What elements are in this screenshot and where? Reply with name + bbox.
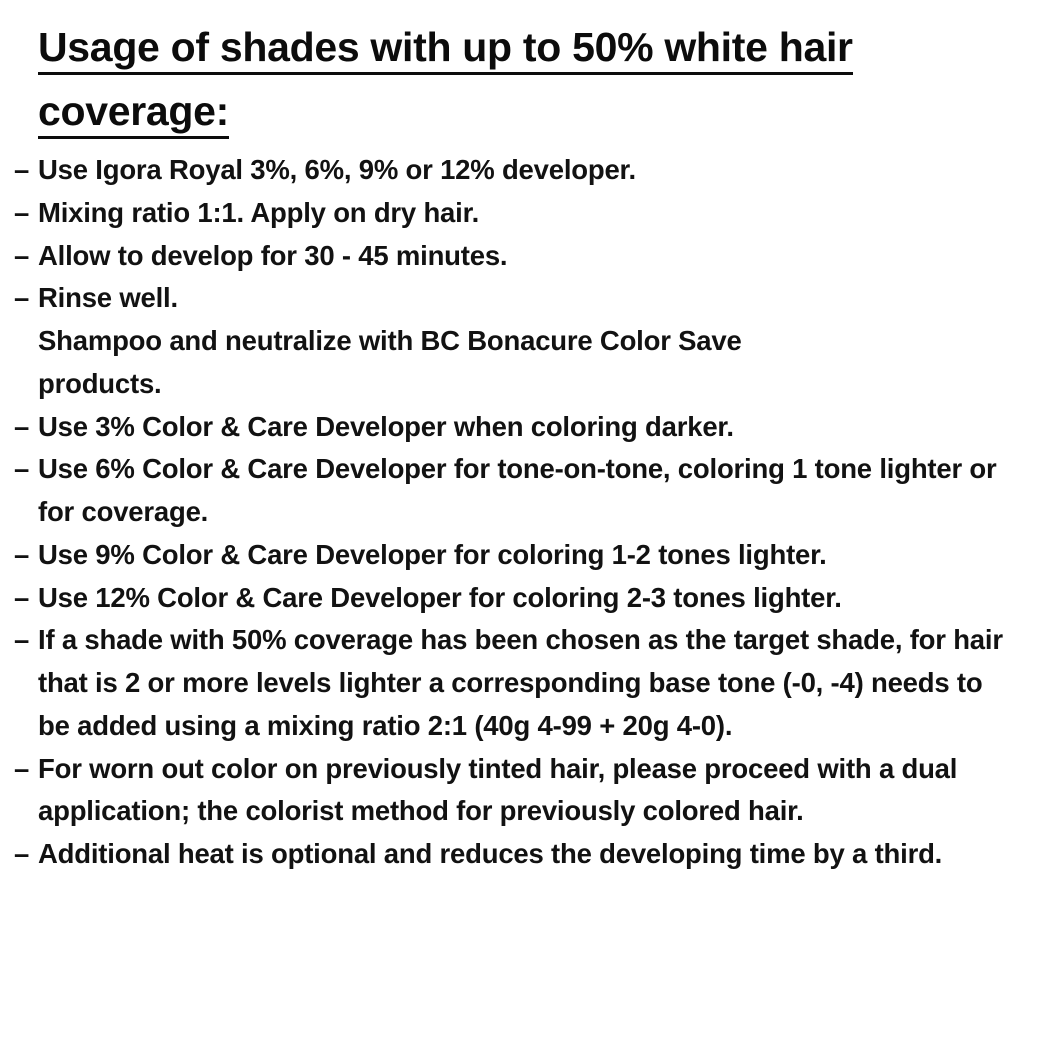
list-item [14, 619, 1012, 747]
list-item [14, 534, 1012, 577]
list-item [14, 149, 1012, 192]
list-item-text: Rinse well. [38, 282, 178, 314]
list-item [14, 833, 1012, 876]
list-bullet-dash: – [14, 154, 30, 186]
list-bullet-dash: – [14, 624, 30, 656]
list-bullet-dash: – [14, 239, 30, 271]
list-item [14, 406, 1012, 449]
list-item-text: Use 6% Color & Care Developer for tone-on-tone, coloring 1 tone lighter or for coverage. [38, 453, 997, 528]
list-item-text: Use Igora Royal 3%, 6%, 9% or 12% developer. [38, 154, 636, 186]
list-bullet-dash: – [14, 282, 30, 314]
list-item-text: Use 3% Color & Care Developer when coloring darker. [38, 410, 734, 442]
list-item [14, 277, 1012, 320]
list-bullet-dash: – [14, 410, 30, 442]
list-item [14, 748, 1012, 834]
list-bullet-dash: – [14, 752, 30, 784]
list-item-text: Use 12% Color & Care Developer for coloring 2-3 tones lighter. [38, 581, 842, 613]
list-item-text: Mixing ratio 1:1. Apply on dry hair. [38, 196, 480, 228]
list-item-text: Additional heat is optional and reduces the developing time by a third. [38, 838, 943, 870]
list-bullet-dash: – [14, 538, 30, 570]
list-item-text: If a shade with 50% coverage has been chosen as the target shade, for hair that is 2 or more levels lighter a corresponding base tone (-0, -4) needs to be added using a mixing ratio 2:1 (40g 4-99 + 20g 4-0). [38, 624, 1003, 741]
page-title-text: Usage of shades with up to 50% white hair coverage: [38, 24, 853, 139]
list-item-text: Allow to develop for 30 - 45 minutes. [38, 239, 508, 271]
list-item-continuation: products. [38, 367, 162, 399]
list-bullet-dash: – [14, 196, 30, 228]
list-bullet-dash: – [14, 453, 30, 485]
list-item-text: Use 9% Color & Care Developer for coloring 1-2 tones lighter. [38, 538, 827, 570]
list-item-text: For worn out color on previously tinted hair, please proceed with a dual application; the colorist method for previously colored hair. [38, 752, 958, 827]
instruction-list [14, 149, 1012, 876]
list-bullet-dash: – [14, 581, 30, 613]
list-item-continuation: Shampoo and neutralize with BC Bonacure Color Save [38, 325, 742, 357]
list-item [14, 235, 1012, 278]
page-title [14, 16, 1012, 143]
list-item [14, 192, 1012, 235]
list-bullet-dash: – [14, 838, 30, 870]
list-item [14, 577, 1012, 620]
list-item [14, 448, 1012, 534]
